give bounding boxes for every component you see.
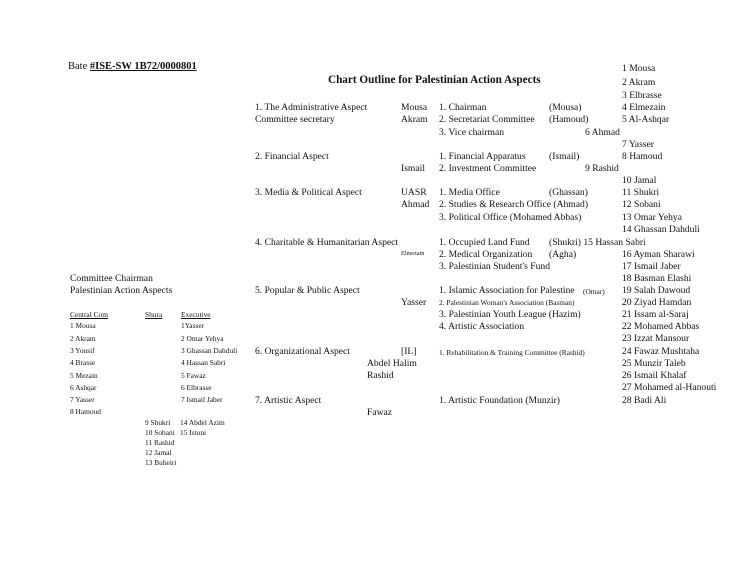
- shura-member: 15 Istoni: [180, 428, 207, 437]
- aspect-item-person: (Ismail): [549, 151, 580, 162]
- list-item: 7 Yasser: [622, 139, 654, 150]
- aspect-head: Akram: [401, 114, 428, 125]
- aspect-head: Abdel Halim: [367, 358, 417, 369]
- aspect-item: 1. Artistic Foundation (Munzir): [439, 395, 560, 406]
- aspect-item: 1. Chairman: [439, 102, 487, 113]
- list-item: 12 Sobani: [622, 199, 661, 210]
- central-member: 6 Ashqar: [70, 383, 97, 392]
- list-item: 26 Ismail Khalaf: [622, 370, 687, 381]
- shura-member: 9 Shukri: [145, 418, 171, 427]
- aspect-head: UASR: [401, 187, 427, 198]
- aspect-head: Ahmad: [401, 199, 430, 210]
- list-item: 4 Elmezain: [622, 102, 666, 113]
- aspect-item: 1. Rehabilitation & Training Committee (Rashid): [439, 348, 585, 357]
- aspect-head: Rashid: [367, 370, 394, 381]
- aspect-extra: 9 Rashid: [585, 163, 619, 174]
- aspect-item-person: (Ghassan): [549, 187, 588, 198]
- aspect-head: Fawaz: [367, 407, 393, 418]
- aspect-item: 3. Vice chairman: [439, 127, 505, 138]
- aspect-label: 5. Popular & Public Aspect: [255, 285, 360, 296]
- aspect-item: 2. Studies & Research Office (Ahmad): [439, 199, 589, 210]
- aspect-label: 3. Media & Political Aspect: [255, 187, 362, 198]
- committee-subheading: Palestinian Action Aspects: [70, 285, 173, 296]
- list-item: 8 Hamoud: [622, 151, 663, 162]
- shura-member: 13 Buheiri: [145, 458, 177, 467]
- aspect-label: 7. Artistic Aspect: [255, 395, 322, 406]
- aspect-item: 1. Islamic Association for Palestine: [439, 285, 575, 296]
- list-item: 11 Shukri: [622, 187, 660, 198]
- list-item: 22 Mohamed Abbas: [622, 321, 700, 332]
- executive-member: 5 Fawaz: [181, 371, 206, 380]
- shura-member: 12 Jamal: [145, 448, 172, 457]
- column-header-central: Central Com: [70, 310, 108, 319]
- aspect-extra: 6 Ahmad: [585, 127, 620, 138]
- executive-member: 1Yasser: [181, 321, 205, 330]
- central-member: 1 Mousa: [70, 321, 96, 330]
- list-item: 14 Ghassan Dahduli: [622, 224, 700, 235]
- list-item: 13 Omar Yehya: [622, 212, 682, 223]
- shura-member: 14 Abdel Azim: [180, 418, 225, 427]
- executive-member: 3 Ghassan Dahduli: [181, 346, 238, 355]
- aspect-item: 1. Financial Apparatus: [439, 151, 526, 162]
- shura-member: 10 Sobani: [145, 428, 175, 437]
- central-member: 4 Brasse: [70, 358, 96, 367]
- list-item: 21 Issam al-Saraj: [622, 309, 689, 320]
- aspect-item-person: (Shukri) 15 Hassan Sabri: [549, 237, 646, 248]
- aspect-label: 1. The Administrative Aspect: [255, 102, 368, 113]
- aspect-head: Elmezain: [401, 250, 425, 257]
- list-item: 2 Akram: [622, 77, 656, 88]
- bates-prefix: Bate: [68, 61, 90, 72]
- aspect-item: 2. Medical Organization: [439, 249, 533, 260]
- central-member: 2 Akram: [70, 334, 96, 343]
- central-member: 3 Yousif: [70, 346, 95, 355]
- central-member: 7 Yasser: [70, 395, 95, 404]
- executive-member: 6 Elbrasse: [181, 383, 212, 392]
- list-item: 18 Basman Elashi: [622, 273, 692, 284]
- list-item: 1 Mousa: [622, 63, 656, 74]
- aspect-item: 2. Secretariat Committee: [439, 114, 535, 125]
- aspect-label: 2. Financial Aspect: [255, 151, 329, 162]
- executive-member: 7 Ismail Jaber: [181, 395, 223, 404]
- aspect-item-person: (Hamoud): [549, 114, 589, 125]
- list-item: 23 Izzat Mansour: [622, 333, 690, 344]
- aspect-item: 2. Palestinian Woman's Association (Basman): [439, 298, 575, 307]
- aspect-item: 3. Palestinian Youth League (Hazim): [439, 309, 581, 320]
- aspect-head: [IL]: [401, 346, 417, 357]
- list-item: 19 Salah Dawoud: [622, 285, 691, 296]
- aspect-item-person: (Mousa): [549, 102, 582, 113]
- shura-member: 11 Rashid: [145, 438, 175, 447]
- bates-label: [68, 61, 197, 72]
- list-item: 17 Ismail Jaber: [622, 261, 681, 272]
- list-item: 20 Ziyad Hamdan: [622, 297, 692, 308]
- aspect-head: Mousa: [401, 102, 428, 113]
- list-item: 28 Badi Ali: [622, 395, 667, 406]
- list-item: 10 Jamal: [622, 175, 657, 186]
- aspect-item-person: (Agha): [549, 249, 577, 260]
- aspect-item-person: (Omar): [583, 287, 605, 296]
- central-member: 8 Hamoud: [70, 407, 101, 416]
- list-item: 5 Al-Ashqar: [622, 114, 670, 125]
- column-header-executive: Executive: [181, 310, 211, 319]
- aspect-item: 2. Investment Committee: [439, 163, 537, 174]
- bates-number: #ISE-SW 1B72/0000801: [89, 61, 197, 72]
- aspect-head: Yasser: [401, 297, 427, 308]
- committee-heading: Committee Chairman: [70, 273, 153, 284]
- aspect-label: 4. Charitable & Humanitarian Aspect: [255, 237, 399, 248]
- aspect-item: 3. Palestinian Student's Fund: [439, 261, 550, 272]
- aspect-sublabel: Committee secretary: [255, 114, 335, 125]
- list-item: 27 Mohamed al-Hanouti: [622, 382, 717, 393]
- list-item: 25 Munzir Taleb: [622, 358, 686, 369]
- aspect-item: 1. Occupied Land Fund: [439, 237, 530, 248]
- list-item: 24 Fawaz Mushtaha: [622, 346, 700, 357]
- list-item: 16 Ayman Sharawi: [622, 249, 695, 260]
- aspect-label: 6. Organizational Aspect: [255, 346, 350, 357]
- aspect-item: 1. Media Office: [439, 187, 500, 198]
- page-title: Chart Outline for Palestinian Action Aspects: [328, 74, 541, 86]
- aspect-head: Ismail: [401, 163, 425, 174]
- list-item: 3 Elbrasse: [622, 90, 662, 101]
- executive-member: 2 Omar Yehya: [181, 334, 224, 343]
- aspect-item: 4. Artistic Association: [439, 321, 525, 332]
- central-member: 5 Mezain: [70, 371, 98, 380]
- executive-member: 4 Hassan Sabri: [181, 358, 226, 367]
- column-header-shura: Shura: [145, 310, 163, 319]
- aspect-item: 3. Political Office (Mohamed Abbas): [439, 212, 582, 223]
